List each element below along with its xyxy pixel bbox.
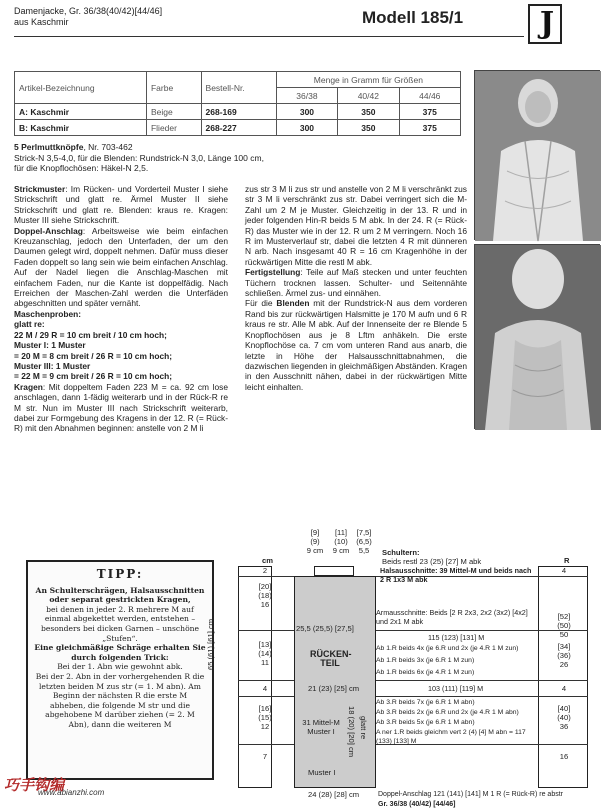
heading-blenden: Blenden [276, 298, 310, 309]
yarn-name: B: Kaschmir [15, 120, 147, 136]
knitting-schematic [206, 520, 600, 808]
instr-increase: Ab 1.R beids 6x (je 4.R 1 M zun) [376, 669, 475, 676]
quantity: 375 [399, 104, 460, 120]
instr-increase: Ab 1.R beids 4x (je 6.R und 2x (je 4.R 1 M zun) [376, 645, 519, 652]
label-mittel: 31 Mittel-M Muster I [302, 718, 340, 736]
unit-rows: R [564, 556, 570, 565]
order-number: 268-227 [201, 120, 276, 136]
brand-logo: J [528, 4, 562, 44]
needles-line-2: für die Knopflochösen: Häkel-N 2,5. [14, 163, 149, 173]
cm-value: [16] (15) 12 [258, 704, 272, 731]
cast-on: Doppel-Anschlag 121 (141) [141] M 1 R (= Rück-R) re abstr [378, 791, 563, 798]
header-material: aus Kaschmir [14, 17, 69, 27]
cm-value: 4 [262, 684, 268, 693]
instr-decrease: Ab 3.R beids 2x (je 6.R und 2x (je 4.R 1 M abn) [376, 709, 519, 716]
col-header: Artikel-Bezeichnung [15, 72, 147, 104]
label-ruecken: RÜCKEN-TEIL [310, 649, 352, 668]
gauge-value: = 22 M = 9 cm breit / 26 R = 10 cm hoch; [14, 371, 173, 382]
tip-text: bei denen in jeder 2. R mehrere M auf einmal abgekettet werden, entstehen – besonders bei dicken Garnen – unschöne „Stufen“. [40, 604, 200, 643]
tip-text: An Schulterschrägen, Halsausschnitten oder separat gestrickten Kragen, [35, 585, 205, 605]
col-header: Farbe [146, 72, 201, 104]
model-number: Modell 185/1 [362, 8, 464, 27]
heading-fertigstellung: Fertigstellung [245, 267, 301, 278]
header-title: Damenjacke, Gr. 36/38(40/42)[44/46] [14, 6, 163, 16]
gauge-label: Muster I: 1 Muster [14, 340, 86, 351]
label-glatt: glatt re [359, 716, 368, 740]
measure-top: [7,5] (6,5) 5,5 [356, 528, 372, 555]
text-kragen-cont: zus str 3 M li zus str und anstelle von 2 M li verschränkt zus str 3 M li verschränkt zus str. Dabei verringert sich die M-Zahl um 2 M je Muster. Gleichzeitig in der 13. R und in jeder folgenden Hin-R beids 5 M abk. In der 24. R (= Rück-R) das Muster wie in der 12. R um 2 M verringern. Noch 16 R im Musterverlauf str, dabei die letzten 4 R mit dünneren N arb. Nach insgesamt 40 R = 16 cm Kragenhöhe in der rückwärtigen Mitte die restl M abk. [245, 184, 467, 267]
instr-decrease: A ner 1.R beids gleichm vert 2 (4) [4] M abn = 117 (133) [133] M [376, 729, 526, 745]
tip-text: Eine gleichmäßige Schräge erhalten Sie durch folgenden Trick: [34, 643, 206, 662]
yarn-color: Flieder [146, 120, 201, 136]
measure-top: [9] (9) 9 cm [306, 528, 324, 555]
heading-doppel-anschlag: Doppel-Anschlag [14, 225, 83, 236]
total-length: 65 (61) [61] cm [206, 618, 215, 670]
quantity: 300 [276, 120, 337, 136]
quantity: 350 [338, 120, 399, 136]
label-muster-i: Muster I [308, 768, 336, 777]
quantity: 375 [399, 120, 460, 136]
photo-back-illustration [475, 245, 601, 430]
tip-text: Bei der 1. Abn wie gewohnt abk. [57, 662, 183, 672]
measure-bottom: 24 (28) [28] cm [308, 790, 360, 799]
quantity: 300 [276, 104, 337, 120]
size-header: 44/46 [399, 88, 460, 104]
row-divider [238, 630, 588, 631]
instr-decrease: Ab 3.R beids 5x (je 6.R 1 M abn) [376, 719, 475, 726]
text-blenden: mit der Rundstrick-N aus dem vorderen Rand bis zur rückwärtigen Halsmitte je 170 M aufn und 6 R kraus re str. Alle M abk. Auf der Innenseite der re Blende 5 Knopflochösen aus je 8 Lftm anhäkeln. Die erste Knopflochöse ca. 7 cm vom unteren Rand aus anarb, die letzte in Höhe der Halsausschnittabnahmen, die dazwischen liegenden in gleichmäßigen Abständen. Kragen in den Ausschnitt nähen, dabei in der rückwärtigen Mitte leicht einhalten. [245, 298, 467, 392]
size-header: 36/38 [276, 88, 337, 104]
unit-cm: cm [262, 556, 273, 565]
col-header: Bestell-Nr. [201, 72, 276, 104]
size-note: Gr. 36/38 (40/42) [44/46] [378, 801, 456, 808]
instructions-column-1 [14, 184, 228, 434]
gauge-label: glatt re: [14, 319, 45, 330]
row-divider [238, 696, 588, 697]
order-number: 268-169 [201, 104, 276, 120]
text-fertigstellung: : Teile auf Maß stecken und unter feuchten Tüchern trocknen lassen. Schulter- und Seitennähte schließen. Ärmel zus- und einnähen. [245, 267, 467, 299]
row-value: 4 [561, 684, 567, 693]
gauge-value: 22 M / 29 R = 10 cm breit / 10 cm hoch; [14, 329, 167, 340]
count-115: 115 (123) [131] M [428, 633, 485, 642]
instr-hals: Halsausschnitte: 39 Mittel-M und beids nach 2 R 1x3 M abk [380, 566, 532, 584]
count-103: 103 (111) [119] M [428, 684, 484, 693]
cm-value: 7 [262, 752, 268, 761]
row-divider [238, 680, 588, 681]
measure-middle: 21 (23) [25] cm [308, 684, 360, 693]
buttons-label: 5 Perlmuttknöpfe [14, 142, 84, 152]
table-row [15, 120, 461, 136]
tip-text: Bei der 2. Abn in der vorhergehenden R die letzten beiden M zus str (= 1. M abn). Am Beginn der nächsten R die erste M abheben, die folgende M str und die abgehobene M darüber ziehen (= 2. M Abn), dann die weiteren M [35, 671, 205, 729]
table-header-row [15, 72, 461, 88]
row-value: [34] (36) 26 [557, 642, 571, 669]
text-schultern: Beids restl 23 (25) [27] M abk [382, 557, 482, 566]
gauge-value: = 20 M = 8 cm breit / 26 R = 10 cm hoch; [14, 350, 173, 361]
model-photo-front [474, 70, 600, 240]
yarn-color: Beige [146, 104, 201, 120]
heading-kragen: Kragen [14, 381, 43, 392]
tip-box [26, 560, 214, 780]
instr-arm: Armausschnitte: Beids [2 R 2x3, 2x2 (3x2) [4x2] und 2x1 M abk [376, 608, 528, 626]
table-row [15, 104, 461, 120]
model-photo-back [474, 244, 600, 429]
row-value: [40] (40) 36 [557, 704, 571, 731]
cm-value: [13] (14) 11 [258, 640, 272, 667]
instructions-column-2 [245, 184, 467, 392]
cm-value: [20] (18) 16 [258, 582, 272, 609]
back-panel [294, 576, 376, 788]
text-doppel-anschlag: : Arbeitsweise wie beim einfachen Kreuzanschlag, jedoch den Unterfaden, der um den Daumen gelegt wird, doppelt nehmen. Dafür muss dieser Faden doppelt so lang sein wie beim einfachen Anschlag. Auf der Nadel liegen die Anschlag-Maschen mit einfachem Faden, nur die Kante ist doppelfädig. Nach Erreichen der Maschen-Zahl werden die Unterfäden abgeschnitten und später vernäht. [14, 225, 228, 309]
cm-value: 2 [262, 566, 268, 575]
text-strickmuster: : Im Rücken- und Vorderteil Muster I siehe Strickschrift und glatt re. Ärmel Muster II siehe Strickschrift und glatt re. Blenden: kraus re. Kragen: Muster III siehe Strickschrift. [14, 184, 228, 226]
buttons-number: , Nr. 703-462 [83, 142, 133, 152]
watermark-url: www.abianzhi.com [38, 788, 105, 797]
row-value: 4 [561, 566, 567, 575]
heading-strickmuster: Strickmuster [14, 184, 66, 194]
header-info [14, 6, 162, 28]
instr-decrease: Ab 3.R beids 7x (je 6.R 1 M abn) [376, 699, 475, 706]
text-blenden-intro: Für die [245, 298, 277, 309]
text-kragen: : Mit doppeltem Faden 223 M = ca. 92 cm lose anschlagen, dann 1-fädig weiterarb und in der Rück-R re M str. Nun im Muster III nach Strickschrift weiterarb, dabei zur Formgebung des Kragens in der 12. R (= Rück-R) mit den Abnahmen beginnen: anstelle von 2 M li [14, 381, 228, 434]
row-value: [52] (50) 50 [557, 612, 571, 639]
neck-area [314, 566, 354, 576]
label-schultern: Schultern: [382, 548, 420, 557]
tip-title: TIPP: [96, 567, 144, 581]
side-measure: 18 (20) [20] cm [347, 706, 356, 758]
quantity: 350 [338, 104, 399, 120]
photo-front-illustration [475, 71, 601, 241]
row-value: 16 [559, 752, 569, 761]
needles-line-1: Strick-N 3,5-4,0, für die Blenden: Rundstrick-N 3,0, Länge 100 cm, [14, 152, 264, 163]
col-header: Menge in Gramm für Größen [276, 72, 460, 88]
measure-upper: 25,5 (25,5) [27,5] [296, 624, 354, 633]
materials-info [14, 142, 304, 174]
gauge-label: Muster III: 1 Muster [14, 360, 91, 371]
size-header: 40/42 [338, 88, 399, 104]
watermark-logo: 巧手钩编 [4, 777, 65, 794]
yarn-name: A: Kaschmir [15, 104, 147, 120]
yarn-table [14, 71, 461, 136]
measure-top: [11] (10) 9 cm [332, 528, 350, 555]
instr-increase: Ab 1.R beids 3x (je 6.R 1 M zun) [376, 657, 475, 664]
header-divider [14, 36, 524, 37]
heading-maschenproben: Maschenproben: [14, 308, 82, 319]
